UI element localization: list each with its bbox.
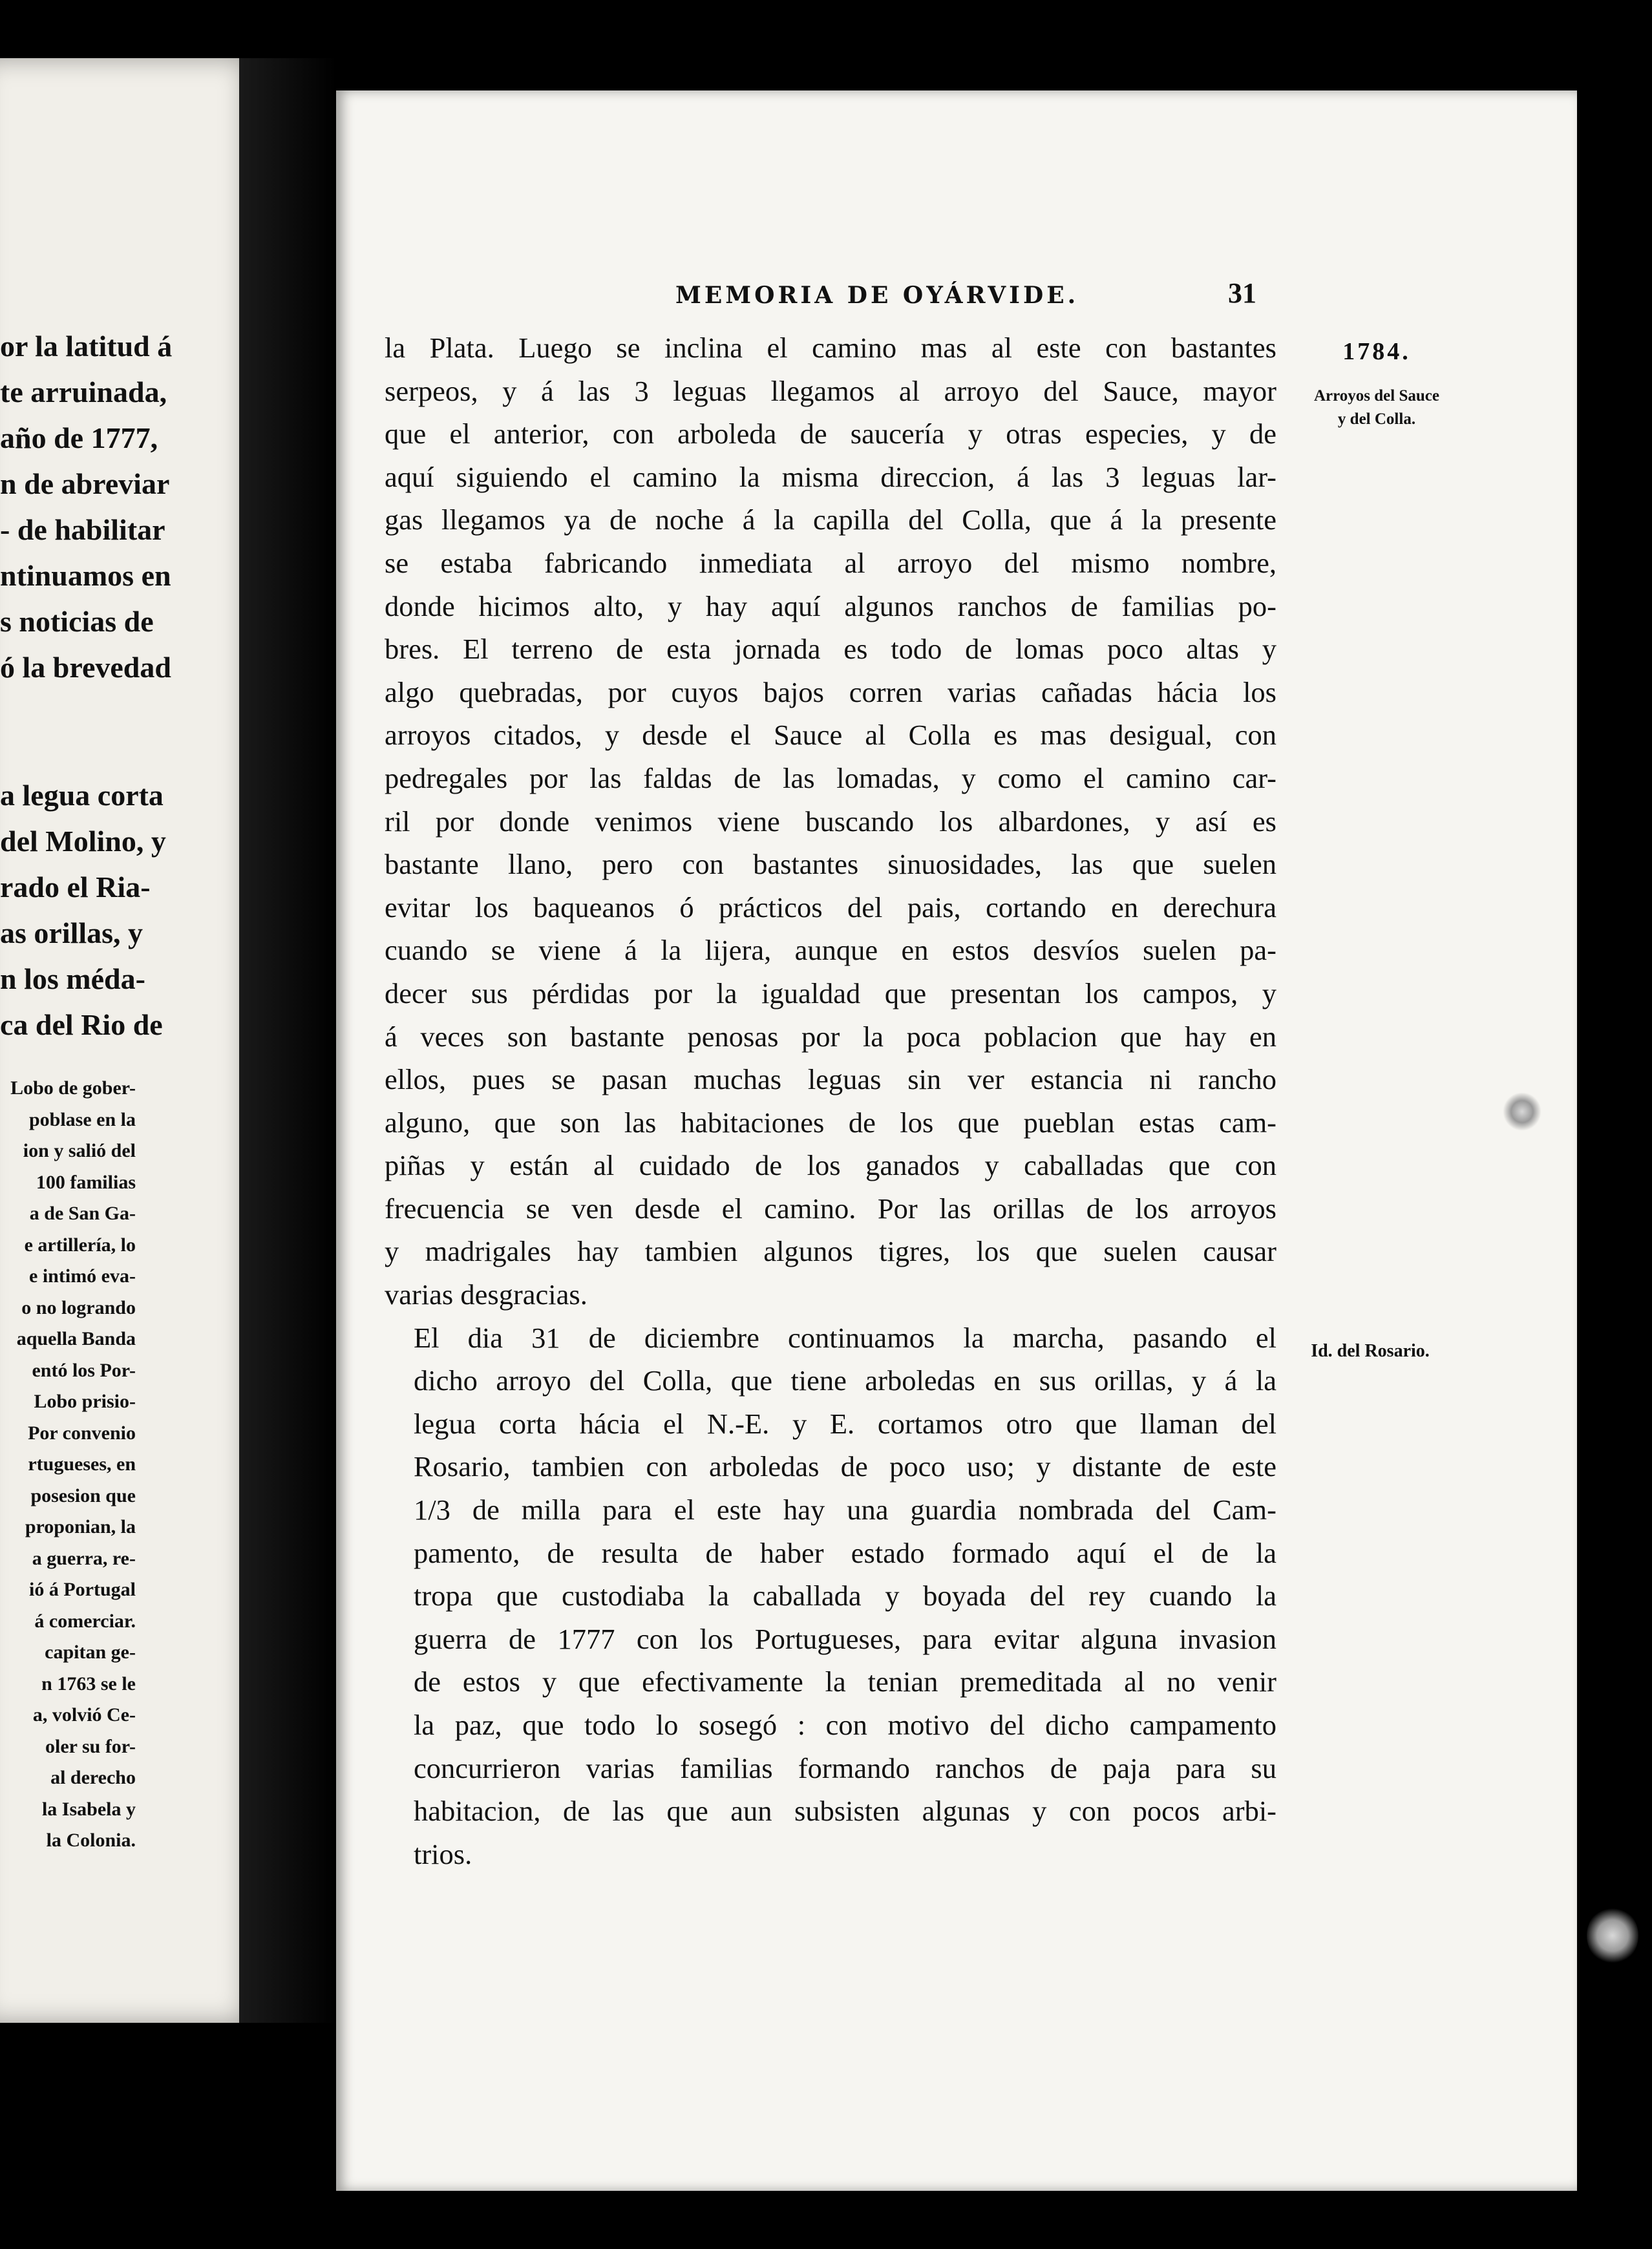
- text-line: o no logrando: [21, 1296, 136, 1318]
- text-line: decer sus pérdidas por la igualdad que presentan los campos, y: [385, 977, 1276, 1009]
- text-line: guerra de 1777 con los Portugueses, para evitar alguna invasion: [414, 1622, 1276, 1655]
- text-line: pamento, de resulta de haber estado formado aquí el de la: [414, 1536, 1276, 1569]
- text-line: se estaba fabricando inmediata al arroyo del mismo nombre,: [385, 546, 1276, 579]
- text-line: aquí siguiendo el camino la misma direccion, á las 3 leguas lar-: [385, 460, 1276, 493]
- text-line: Rosario, tambien con arboledas de poco uso; y distante de este: [414, 1450, 1276, 1483]
- text-line: á veces son bastante penosas por la poca poblacion que hay en: [385, 1020, 1276, 1053]
- left-page-footnotes: [0, 1073, 136, 1857]
- text-line: frecuencia se ven desde el camino. Por las orillas de los arroyos: [385, 1192, 1276, 1225]
- margin-note-line: y del Colla.: [1337, 410, 1416, 428]
- text-line: capitan ge-: [45, 1642, 136, 1663]
- text-line: s noticias de: [0, 605, 154, 638]
- text-line: la Colonia.: [46, 1830, 136, 1851]
- text-line: rado el Ria-: [0, 871, 151, 903]
- text-line: or la latitud á: [0, 330, 173, 363]
- text-line: ril por donde venimos viene buscando los albardones, y así es: [385, 805, 1276, 838]
- text-line: habitacion, de las que aun subsisten algunas y con pocos arbi-: [414, 1795, 1276, 1828]
- book-gutter: [239, 58, 336, 2023]
- text-line: a guerra, re-: [32, 1547, 136, 1569]
- text-line: de estos y que efectivamente la tenian premeditada al no venir: [414, 1665, 1276, 1698]
- text-line: n de abreviar: [0, 467, 170, 500]
- text-line: gas llegamos ya de noche á la capilla del Colla, que á la presente: [385, 503, 1276, 536]
- text-line: te arruinada,: [0, 375, 167, 408]
- text-line: ió á Portugal: [29, 1579, 136, 1600]
- left-page-body-text: [0, 323, 173, 690]
- text-line: e intimó eva-: [29, 1265, 136, 1287]
- text-line: proponian, la: [25, 1516, 136, 1537]
- text-line: e artillería, lo: [24, 1234, 136, 1256]
- paragraph-1: [385, 326, 1276, 1316]
- text-line: poblase en la: [28, 1108, 136, 1130]
- margin-note-year: 1784.: [1342, 338, 1411, 365]
- text-line: que el anterior, con arboleda de saucería y otras especies, y de: [385, 417, 1276, 450]
- text-line: concurrieron varias familias formando ranchos de paja para su: [414, 1751, 1276, 1784]
- text-line: entó los Por-: [32, 1359, 136, 1381]
- text-line: as orillas, y: [0, 916, 143, 949]
- text-line: a legua corta: [0, 779, 164, 812]
- text-line: Lobo prisio-: [34, 1391, 136, 1412]
- running-head-title: MEMORIA DE OYÁRVIDE.: [675, 282, 1079, 309]
- right-page: [336, 90, 1577, 2191]
- text-line: ntinuamos en: [0, 559, 171, 592]
- text-line: y madrigales hay tambien algunos tigres, los que suelen causar: [385, 1235, 1276, 1268]
- text-line: a de San Ga-: [29, 1203, 136, 1224]
- text-line: posesion que: [30, 1484, 136, 1506]
- text-line: n los méda-: [0, 962, 145, 995]
- text-line: serpeos, y á las 3 leguas llegamos al arroyo del Sauce, mayor: [385, 374, 1276, 407]
- text-line: ion y salió del: [23, 1140, 136, 1161]
- main-text: [385, 326, 1276, 1875]
- text-line: ca del Rio de: [0, 1008, 163, 1041]
- page-smudge: [1587, 1906, 1638, 1965]
- running-head: [336, 277, 1577, 321]
- text-line: del Molino, y: [0, 825, 166, 858]
- text-line: año de 1777,: [0, 421, 158, 454]
- text-line: algo quebradas, por cuyos bajos corren varias cañadas hácia los: [385, 675, 1276, 708]
- paragraph-2: [385, 1316, 1276, 1876]
- page-smudge: [1503, 1092, 1541, 1131]
- text-line: tropa que custodiaba la caballada y boyada del rey cuando la: [414, 1579, 1276, 1612]
- text-line: oler su for-: [45, 1735, 136, 1757]
- text-line: a, volvió Ce-: [32, 1704, 136, 1726]
- text-line: Por convenio: [28, 1422, 136, 1444]
- text-line: arroyos citados, y desde el Sauce al Colla es mas desigual, con: [385, 719, 1276, 752]
- text-line: n 1763 se le: [41, 1673, 136, 1695]
- text-line: varias desgracias.: [385, 1278, 588, 1311]
- text-line: ó la brevedad: [0, 651, 171, 684]
- text-line: la paz, que todo lo sosegó : con motivo del dicho campamento: [414, 1709, 1276, 1741]
- text-line: aquella Banda: [16, 1328, 136, 1349]
- text-line: pedregales por las faldas de las lomadas, y como el camino car-: [385, 761, 1276, 794]
- text-line: al derecho: [50, 1767, 136, 1788]
- margin-note-sauce-colla: [1280, 385, 1474, 431]
- text-line: la Isabela y: [41, 1798, 136, 1820]
- text-line: evitar los baqueanos ó prácticos del pais, cortando en derechura: [385, 891, 1276, 924]
- margin-note-line: Arroyos del Sauce: [1314, 387, 1439, 405]
- left-page-body-text-continued: [0, 772, 166, 1048]
- text-line: 100 familias: [36, 1171, 136, 1193]
- text-line: Lobo de gober-: [10, 1077, 136, 1099]
- text-line: piñas y están al cuidado de los ganados y caballadas que con: [385, 1149, 1276, 1182]
- page-number: 31: [1228, 277, 1256, 309]
- text-line: donde hicimos alto, y hay aquí algunos ranchos de familias po-: [385, 589, 1276, 622]
- text-line: alguno, que son las habitaciones de los que pueblan estas cam-: [385, 1106, 1276, 1139]
- text-line: El dia 31 de diciembre continuamos la marcha, pasando el: [414, 1321, 1276, 1354]
- text-line: bres. El terreno de esta jornada es todo de lomas poco altas y: [385, 633, 1276, 666]
- text-line: cuando se viene á la lijera, aunque en estos desvíos suelen pa-: [385, 934, 1276, 967]
- left-page: [0, 58, 265, 2023]
- text-line: rtugueses, en: [28, 1453, 136, 1475]
- text-line: 1/3 de milla para el este hay una guardia nombrada del Cam-: [414, 1494, 1276, 1526]
- text-line: á comerciar.: [34, 1610, 136, 1632]
- text-line: la Plata. Luego se inclina el camino mas al este con bastantes: [385, 332, 1276, 364]
- text-line: dicho arroyo del Colla, que tiene arboledas en sus orillas, y á la: [414, 1364, 1276, 1397]
- text-line: trios.: [414, 1837, 472, 1870]
- text-line: legua corta hácia el N.-E. y E. cortamos otro que llaman del: [414, 1407, 1276, 1440]
- text-line: ellos, pues se pasan muchas leguas sin ver estancia ni rancho: [385, 1063, 1276, 1096]
- text-line: bastante llano, pero con bastantes sinuosidades, las que suelen: [385, 848, 1276, 881]
- text-line: - de habilitar: [0, 513, 165, 546]
- margin-note-rosario: Id. del Rosario.: [1311, 1341, 1430, 1361]
